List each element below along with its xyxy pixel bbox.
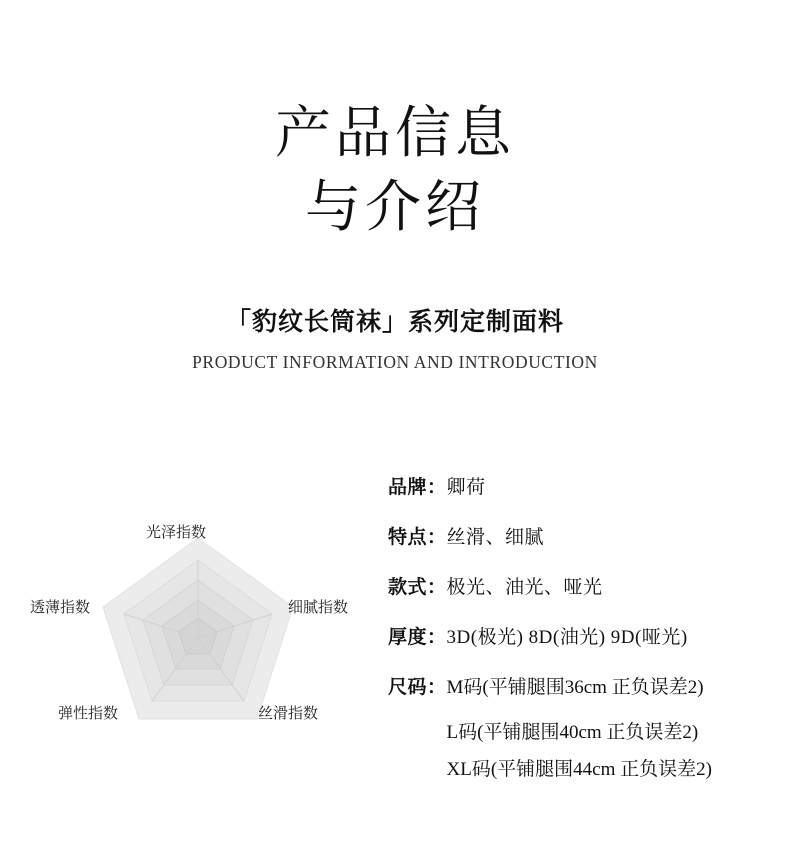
radar-label-gloss: 光泽指数: [146, 524, 207, 541]
size-line-m: M码(平铺腿围36cm 正负误差2): [446, 677, 704, 698]
page-title: [0, 96, 790, 245]
radar-chart: [20, 510, 380, 750]
spec-value-sizes: [447, 678, 712, 788]
subtitle-chinese: 「豹纹长筒袜」系列定制面料: [225, 308, 564, 336]
spec-row-brand: [388, 472, 788, 499]
spec-key-thickness: 厚度：: [388, 627, 447, 648]
product-spec-list: [388, 472, 788, 788]
spec-key-features: 特点：: [388, 527, 447, 548]
subtitle-english: PRODUCT INFORMATION AND INTRODUCTION: [192, 352, 598, 372]
spec-key-brand: 品牌：: [388, 477, 447, 498]
radar-label-smoothness: 丝滑指数: [258, 705, 319, 722]
spec-value-style: 极光、油光、哑光: [446, 577, 603, 598]
spec-row-features: [388, 522, 788, 549]
spec-value-thickness: 3D(极光) 8D(油光) 9D(哑光): [446, 627, 688, 648]
spec-key-sizes: 尺码：: [388, 677, 447, 698]
spec-key-style: 款式：: [388, 577, 447, 598]
radar-label-fineness: 细腻指数: [288, 599, 349, 616]
radar-label-elasticity: 弹性指数: [58, 705, 119, 722]
radar-label-sheerness: 透薄指数: [30, 599, 91, 616]
size-line-l: L码(平铺腿围40cm 正负误差2): [446, 722, 699, 743]
size-line-xl: XL码(平铺腿围44cm 正负误差2): [446, 759, 712, 781]
page-title-line-1: 产品信息: [275, 101, 515, 164]
spec-row-sizes: [388, 672, 788, 788]
page-title-line-2: 与介绍: [305, 175, 485, 239]
spec-row-style: [388, 572, 788, 599]
spec-value-brand: 卿荷: [446, 477, 486, 498]
spec-value-features: 丝滑、细腻: [446, 527, 545, 548]
spec-row-thickness: [388, 622, 788, 649]
